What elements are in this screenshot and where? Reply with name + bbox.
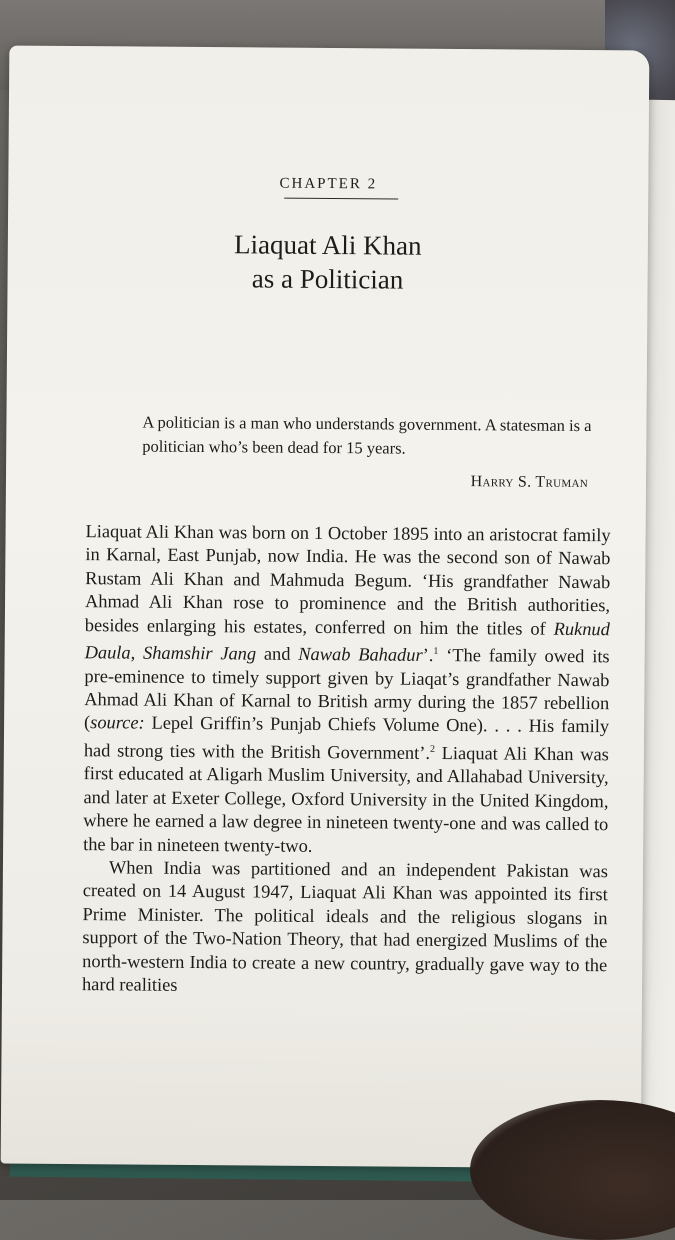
title-nawab-bahadur: Nawab Bahadur bbox=[298, 643, 423, 665]
text-run: Liaquat Ali Khan was born on 1 October 1895 into an aristocrat family in Karnal, East Punjab, now India. He was the second son of Nawab Rustam Ali Khan and Mahmuda Begum. ‘His grandfather Nawab Ahmad Ali Khan rose to prominence and the British authorities, besides enlarging his estates, conferred on him the titles of bbox=[84, 521, 611, 639]
chapter-divider bbox=[284, 198, 398, 200]
epigraph-attribution: Harry S. Truman bbox=[470, 473, 589, 492]
chapter-label: CHAPTER 2 bbox=[279, 175, 378, 193]
paragraph-2: When India was partitioned and an independent Pakistan was created on 14 August 1947, Liaquat Ali Khan was appointed its first Prime Minister. The political ideals and the religious slogans in support of the Two-Nation Theory, that had energized Muslims of the north-western India to create a new country, gradually gave way to the hard realities bbox=[81, 857, 609, 995]
text-run: Lepel Griffin’s Punjab Chiefs Volume One). . . . His family had strong ties with the British Government’. bbox=[83, 712, 610, 763]
title-shamshir-jang: Shamshir Jang bbox=[142, 642, 257, 664]
text-run: ‘The family owed its pre-eminence to timely support given by Liaqat’s grandfather Nawab Ahmad Ali Khan of Karnal to British army during the 1857 rebellion ( bbox=[84, 645, 610, 733]
footnote-marker-2: 2 bbox=[429, 743, 436, 755]
chapter-title-line-2: as a Politician bbox=[251, 263, 404, 295]
footnote-marker-1: 1 bbox=[433, 645, 439, 657]
epigraph-quote: A politician is a man who understands government. A statesman is a politician who’s been dead for 15 years. bbox=[142, 412, 592, 458]
paragraph-1 bbox=[83, 520, 611, 860]
text-run: Liaquat Ali Khan was first educated at Aligarh Muslim University, and Allahabad University, and later at Exeter College, Oxford University in the United Kingdom, where he earned a law degree in nineteen twenty-one and was called to the bar in nineteen twenty-two. bbox=[83, 742, 609, 856]
chapter-title-line-1: Liaquat Ali Khan bbox=[233, 229, 422, 261]
text-run: and bbox=[256, 643, 299, 664]
source-label: source: bbox=[90, 712, 145, 733]
text-run: ’. bbox=[422, 644, 434, 666]
book-page bbox=[1, 46, 650, 1169]
title-ruknud-daula: Ruknud Daula bbox=[84, 618, 610, 663]
body-text bbox=[82, 520, 611, 1000]
chapter-title bbox=[7, 225, 648, 298]
text-run: , bbox=[130, 642, 144, 663]
